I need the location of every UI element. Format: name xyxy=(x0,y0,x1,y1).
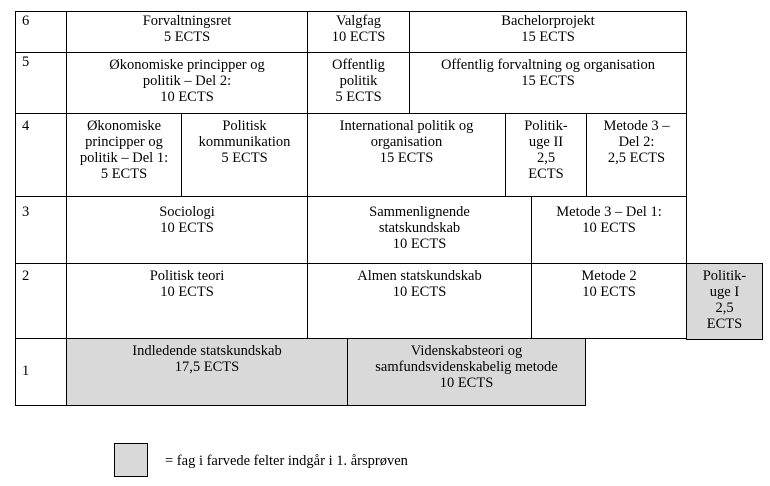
course-ects: 17,5 ECTS xyxy=(174,359,240,375)
course-ects: 10 ECTS xyxy=(160,284,214,300)
course-cell-highlighted xyxy=(66,338,348,406)
course-ects: 10 ECTS xyxy=(582,284,636,300)
course-name: International politik og organisation xyxy=(339,118,474,150)
course-cell xyxy=(307,52,410,114)
course-cell xyxy=(409,52,687,114)
course-ects: 15 ECTS xyxy=(521,73,575,89)
course-ects: 10 ECTS xyxy=(392,236,447,252)
course-name: Økonomiske principper og politik – Del 1: xyxy=(79,118,169,166)
course-ects: 5 ECTS xyxy=(221,150,268,166)
semester-label-1: 1 xyxy=(15,338,67,406)
course-ects: 10 ECTS xyxy=(439,375,494,391)
course-cell xyxy=(307,196,532,264)
legend-text: = fag i farvede felter indgår i 1. årsprøven xyxy=(165,453,408,469)
course-cell xyxy=(66,113,182,197)
course-cell xyxy=(409,11,687,53)
course-name: Videnskabsteori og samfundsvidenskabelig metode xyxy=(375,343,558,375)
course-name: Metode 3 – Del 2: xyxy=(603,118,670,150)
course-ects: 10 ECTS xyxy=(160,89,214,105)
course-ects: 10 ECTS xyxy=(331,29,386,45)
course-name: Politik-uge I xyxy=(702,268,747,300)
course-name: Politik-uge II xyxy=(524,118,568,150)
course-ects: 2,5 ECTS xyxy=(528,150,564,182)
course-cell xyxy=(66,52,308,114)
course-cell xyxy=(307,263,532,339)
course-name: Politisk teori xyxy=(149,268,225,284)
course-ects: 2,5 ECTS xyxy=(706,300,743,332)
course-cell xyxy=(505,113,587,197)
course-cell xyxy=(307,113,506,197)
course-cell xyxy=(66,196,308,264)
legend-swatch xyxy=(114,443,148,477)
course-name: Metode 3 – Del 1: xyxy=(556,204,662,220)
course-ects: 2,5 ECTS xyxy=(607,150,666,166)
course-cell xyxy=(586,113,687,197)
course-name: Offentlig forvaltning og organisation xyxy=(440,57,656,73)
course-ects: 5 ECTS xyxy=(100,166,148,182)
semester-label-3: 3 xyxy=(15,196,67,264)
course-cell xyxy=(66,263,308,339)
course-name: Offentlig politik xyxy=(332,57,385,89)
course-cell xyxy=(66,11,308,53)
course-ects: 5 ECTS xyxy=(163,29,211,45)
course-ects: 5 ECTS xyxy=(335,89,382,105)
course-name: Valgfag xyxy=(335,13,382,29)
course-name: Sammenlignende statskundskab xyxy=(369,204,470,236)
course-name: Indledende statskundskab xyxy=(132,343,282,359)
course-ects: 15 ECTS xyxy=(379,150,434,166)
semester-label-6: 6 xyxy=(15,11,67,53)
semester-label-5: 5 xyxy=(15,52,67,114)
semester-label-4: 4 xyxy=(15,113,67,197)
course-name: Økonomiske principper og politik – Del 2: xyxy=(109,57,265,89)
course-cell xyxy=(531,263,687,339)
course-name: Metode 2 xyxy=(581,268,637,284)
course-name: Almen statskundskab xyxy=(357,268,482,284)
course-cell xyxy=(531,196,687,264)
course-ects: 15 ECTS xyxy=(521,29,575,45)
course-ects: 10 ECTS xyxy=(160,220,214,236)
course-ects: 10 ECTS xyxy=(392,284,447,300)
course-cell xyxy=(181,113,308,197)
course-name: Politisk kommunikation xyxy=(198,118,291,150)
course-name: Bachelorprojekt xyxy=(501,13,595,29)
semester-label-2: 2 xyxy=(15,263,67,339)
course-cell-highlighted xyxy=(347,338,586,406)
course-cell xyxy=(307,11,410,53)
course-ects: 10 ECTS xyxy=(582,220,636,236)
course-name: Forvaltningsret xyxy=(142,13,232,29)
course-cell-highlighted xyxy=(686,263,763,340)
course-name: Sociologi xyxy=(159,204,215,220)
